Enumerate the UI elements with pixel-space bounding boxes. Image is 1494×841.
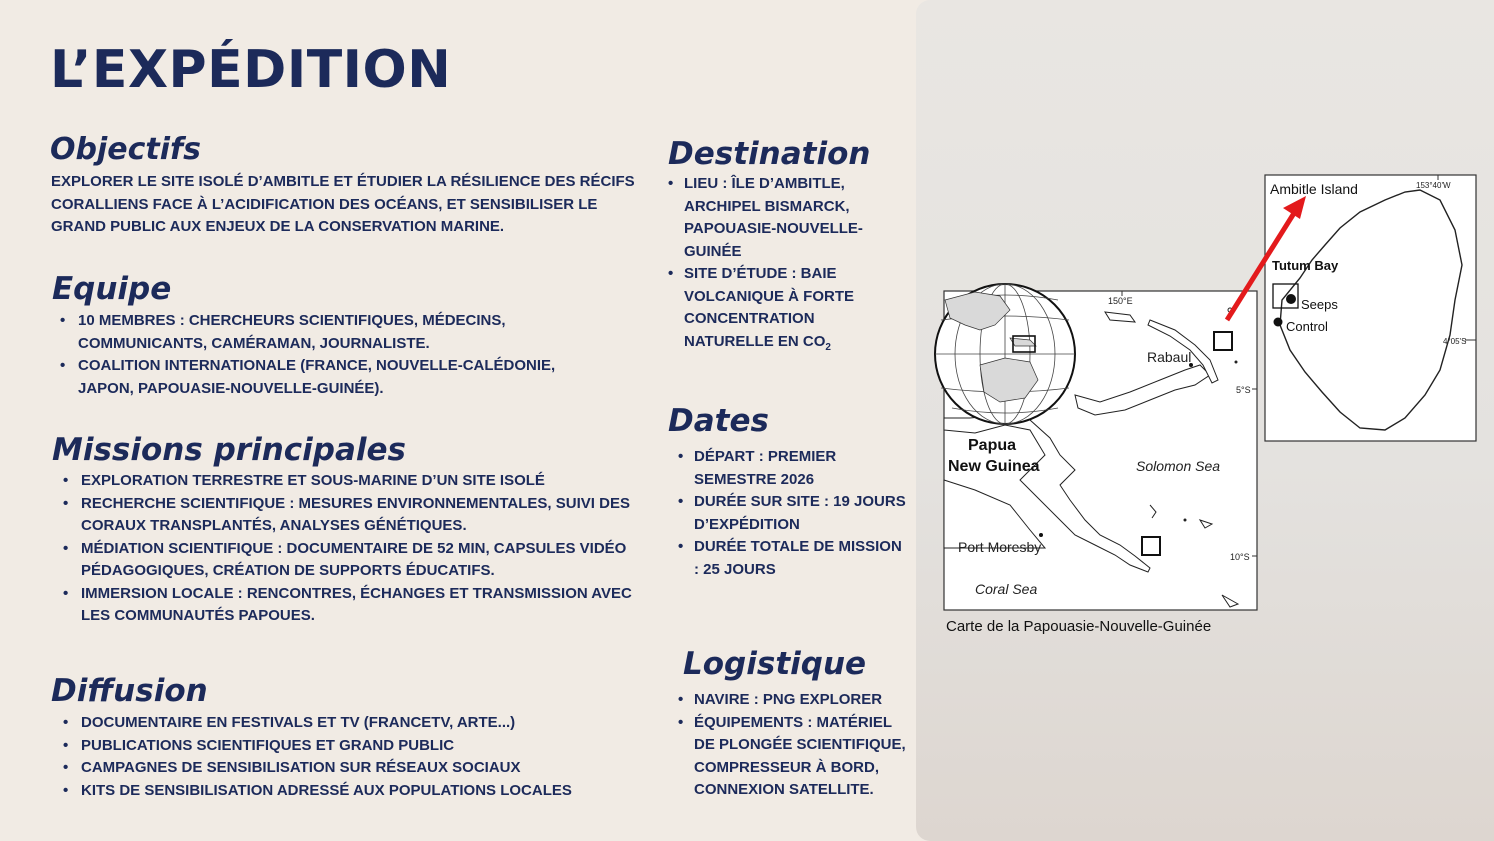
globe-inset <box>935 284 1075 424</box>
list-item: • DOCUMENTAIRE EN FESTIVALS ET TV (FRANCETV, ARTE...) <box>55 712 635 735</box>
list-item: • DURÉE SUR SITE : 19 JOURS D’EXPÉDITION <box>676 491 906 536</box>
list-item: • 10 MEMBRES : CHERCHEURS SCIENTIFIQUES, MÉDECINS, COMMUNICANTS, CAMÉRAMAN, JOURNALISTE. <box>52 310 612 355</box>
lat-405-label: 4°05'S <box>1443 337 1467 346</box>
lon-150-label: 150°E <box>1108 296 1133 306</box>
objectifs-text: EXPLORER LE SITE ISOLÉ D’AMBITLE ET ÉTUDIER LA RÉSILIENCE DES RÉCIFS CORALLIENS FACE À L’ACIDIFICATION DES OCÉANS, ET SENSIBILISER LE GRAND PUBLIC AUX ENJEUX DE LA CONSERVATION MARINE. <box>51 173 635 235</box>
moresby-marker <box>1039 533 1043 537</box>
equipe-heading: Equipe <box>52 271 172 307</box>
solomon-sea-label: Solomon Sea <box>1136 458 1221 474</box>
co2-subscript: 2 <box>825 341 831 353</box>
page-title: L’EXPÉDITION <box>50 40 452 100</box>
list-item: • DÉPART : PREMIER SEMESTRE 2026 <box>676 446 906 491</box>
list-item: • PUBLICATIONS SCIENTIFIQUES ET GRAND PUBLIC <box>55 735 635 758</box>
logistique-heading: Logistique <box>683 646 867 682</box>
lat-10-label: 10°S <box>1230 552 1250 562</box>
list-item: • DURÉE TOTALE DE MISSION : 25 JOURS <box>676 536 906 581</box>
diffusion-heading: Diffusion <box>51 673 208 709</box>
list-item: • IMMERSION LOCALE : RENCONTRES, ÉCHANGES ET TRANSMISSION AVEC LES COMMUNAUTÉS PAPOUES. <box>55 583 635 628</box>
seeps-marker <box>1286 294 1296 304</box>
destination-heading: Destination <box>668 136 871 172</box>
destination-site-text: SITE D’ÉTUDE : BAIE VOLCANIQUE À FORTE CONCENTRATION NATURELLE EN CO <box>684 265 855 350</box>
seeps-label: Seeps <box>1301 297 1338 312</box>
png-label-1: Papua <box>968 437 1017 454</box>
list-item: • CAMPAGNES DE SENSIBILISATION SUR RÉSEAUX SOCIAUX <box>55 757 635 780</box>
control-label: Control <box>1286 319 1328 334</box>
lat-5-label: 5°S <box>1236 385 1251 395</box>
list-item: • COALITION INTERNATIONALE (FRANCE, NOUVELLE-CALÉDONIE, JAPON, PAPOUASIE-NOUVELLE-GUINÉE). <box>52 355 612 400</box>
list-item: • MÉDIATION SCIENTIFIQUE : DOCUMENTAIRE DE 52 MIN, CAPSULES VIDÉO PÉDAGOGIQUES, CRÉATION DE SUPPORTS ÉDUCATIFS. <box>55 538 635 583</box>
list-item: • EXPLORATION TERRESTRE ET SOUS-MARINE D’UN SITE ISOLÉ <box>55 470 635 493</box>
objectifs-heading: Objectifs <box>50 132 201 167</box>
dates-heading: Dates <box>668 403 769 439</box>
map-caption: Carte de la Papouasie-Nouvelle-Guinée <box>946 618 1212 635</box>
list-item: • KITS DE SENSIBILISATION ADRESSÉ AUX POPULATIONS LOCALES <box>55 780 635 803</box>
tutum-bay-label: Tutum Bay <box>1272 258 1339 273</box>
list-item: • RECHERCHE SCIENTIFIQUE : MESURES ENVIRONNEMENTALES, SUIVI DES CORAUX TRANSPLANTÉS, ANALYSES GÉNÉTIQUES. <box>55 493 635 538</box>
png-label-2: New Guinea <box>948 458 1040 475</box>
list-item: • LIEU : ÎLE D’AMBITLE, ARCHIPEL BISMARCK, PAPOUASIE-NOUVELLE-GUINÉE <box>666 173 896 263</box>
missions-heading: Missions principales <box>52 432 407 468</box>
control-marker <box>1274 318 1283 327</box>
rabaul-label: Rabaul <box>1147 349 1192 365</box>
list-item: • ÉQUIPEMENTS : MATÉRIEL DE PLONGÉE SCIENTIFIQUE, COMPRESSEUR À BORD, CONNEXION SATELLITE. <box>676 712 916 802</box>
port-moresby-label: Port Moresby <box>958 539 1042 555</box>
list-item: • NAVIRE : PNG EXPLORER <box>676 689 916 712</box>
coral-sea-label: Coral Sea <box>975 581 1038 597</box>
lon-153-label: 153°40'W <box>1416 181 1451 190</box>
ambitle-island-label: Ambitle Island <box>1270 181 1358 197</box>
